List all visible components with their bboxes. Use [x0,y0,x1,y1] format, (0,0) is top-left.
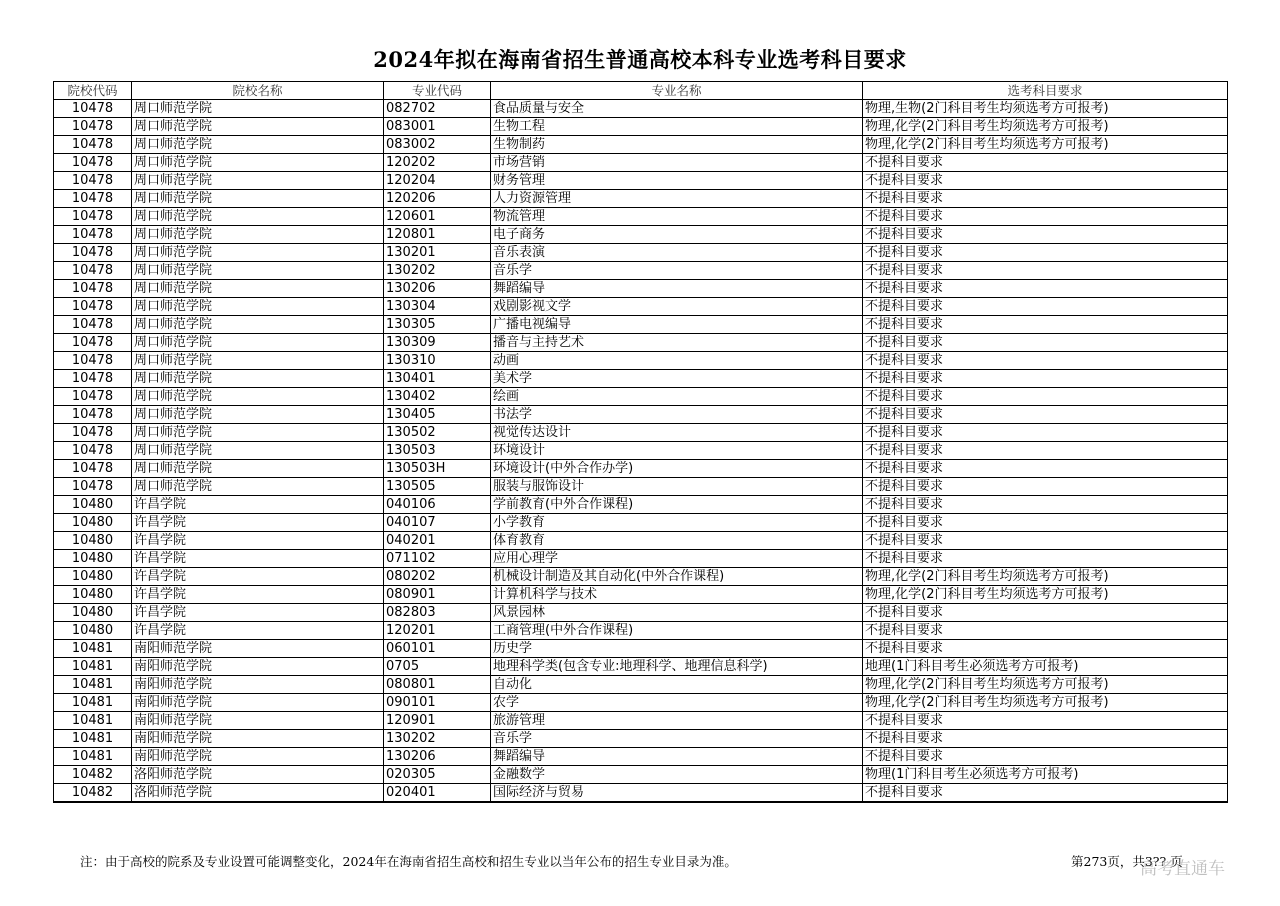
cell-school-name: 周口师范学院 [132,460,384,478]
cell-school-name: 周口师范学院 [132,424,384,442]
table-row [54,604,1228,622]
table-row [54,514,1228,532]
cell-school-code: 10481 [54,694,132,712]
cell-major-code: 120901 [384,712,491,730]
cell-major-name: 书法学 [491,406,863,424]
cell-requirement: 不提科目要求 [863,406,1228,424]
cell-major-name: 农学 [491,694,863,712]
cell-major-name: 物流管理 [491,208,863,226]
cell-major-code: 130402 [384,388,491,406]
table-row [54,658,1228,676]
cell-requirement: 不提科目要求 [863,316,1228,334]
cell-major-name: 体育教育 [491,532,863,550]
watermark: 高考直通车 [1140,859,1225,879]
cell-school-code: 10480 [54,568,132,586]
cell-requirement: 物理,化学(2门科目考生均须选考方可报考) [863,568,1228,586]
cell-requirement: 不提科目要求 [863,784,1228,803]
cell-school-code: 10481 [54,640,132,658]
cell-school-code: 10478 [54,442,132,460]
table-row [54,640,1228,658]
table-row [54,352,1228,370]
cell-requirement: 不提科目要求 [863,730,1228,748]
cell-major-code: 130305 [384,316,491,334]
cell-school-name: 周口师范学院 [132,370,384,388]
cell-school-code: 10478 [54,280,132,298]
cell-school-code: 10481 [54,748,132,766]
table-row [54,172,1228,190]
cell-school-code: 10480 [54,550,132,568]
header-major-code: 专业代码 [384,82,491,100]
table-row [54,136,1228,154]
cell-school-name: 周口师范学院 [132,406,384,424]
header-major-name: 专业名称 [491,82,863,100]
table-row [54,154,1228,172]
cell-school-name: 周口师范学院 [132,316,384,334]
cell-major-name: 美术学 [491,370,863,388]
cell-school-name: 周口师范学院 [132,334,384,352]
table-row [54,298,1228,316]
cell-major-code: 130405 [384,406,491,424]
cell-requirement: 不提科目要求 [863,748,1228,766]
cell-major-code: 130202 [384,262,491,280]
cell-major-name: 音乐表演 [491,244,863,262]
cell-major-code: 130206 [384,280,491,298]
cell-major-code: 130206 [384,748,491,766]
cell-school-code: 10478 [54,172,132,190]
cell-school-name: 许昌学院 [132,586,384,604]
cell-major-name: 小学教育 [491,514,863,532]
cell-requirement: 不提科目要求 [863,172,1228,190]
page-info: 第273页，共3?? 页 [1071,854,1183,869]
cell-school-code: 10478 [54,208,132,226]
table-row [54,622,1228,640]
table-row [54,550,1228,568]
cell-major-code: 090101 [384,694,491,712]
document-title: 2024年拟在海南省招生普通高校本科专业选考科目要求 [373,47,907,72]
cell-requirement: 不提科目要求 [863,334,1228,352]
cell-school-code: 10482 [54,766,132,784]
cell-major-name: 生物制药 [491,136,863,154]
cell-school-name: 周口师范学院 [132,262,384,280]
cell-major-name: 国际经济与贸易 [491,784,863,803]
cell-major-name: 财务管理 [491,172,863,190]
cell-requirement: 不提科目要求 [863,244,1228,262]
cell-requirement: 不提科目要求 [863,298,1228,316]
cell-major-name: 音乐学 [491,262,863,280]
table-row [54,442,1228,460]
cell-major-name: 舞蹈编导 [491,280,863,298]
cell-major-name: 服装与服饰设计 [491,478,863,496]
table-row [54,496,1228,514]
cell-major-code: 130310 [384,352,491,370]
cell-school-name: 周口师范学院 [132,172,384,190]
cell-school-code: 10478 [54,406,132,424]
cell-school-code: 10478 [54,334,132,352]
cell-major-code: 071102 [384,550,491,568]
cell-school-code: 10478 [54,136,132,154]
cell-school-name: 许昌学院 [132,496,384,514]
cell-requirement: 物理,化学(2门科目考生均须选考方可报考) [863,694,1228,712]
cell-requirement: 不提科目要求 [863,442,1228,460]
cell-school-code: 10480 [54,514,132,532]
header-school-name: 院校名称 [132,82,384,100]
header-school-code: 院校代码 [54,82,132,100]
cell-school-code: 10480 [54,496,132,514]
cell-school-code: 10478 [54,154,132,172]
cell-school-code: 10478 [54,370,132,388]
cell-major-code: 080202 [384,568,491,586]
cell-requirement: 不提科目要求 [863,496,1228,514]
cell-requirement: 不提科目要求 [863,712,1228,730]
cell-school-code: 10482 [54,784,132,803]
cell-school-code: 10478 [54,190,132,208]
cell-major-name: 动画 [491,352,863,370]
cell-requirement: 不提科目要求 [863,460,1228,478]
cell-major-code: 0705 [384,658,491,676]
cell-major-name: 自动化 [491,676,863,694]
cell-requirement: 不提科目要求 [863,208,1228,226]
cell-major-name: 环境设计 [491,442,863,460]
cell-major-code: 040106 [384,496,491,514]
cell-major-name: 应用心理学 [491,550,863,568]
requirements-table [53,81,1228,803]
cell-major-code: 120801 [384,226,491,244]
cell-school-name: 周口师范学院 [132,442,384,460]
cell-school-code: 10478 [54,244,132,262]
cell-school-name: 周口师范学院 [132,100,384,118]
cell-major-name: 旅游管理 [491,712,863,730]
cell-major-code: 120601 [384,208,491,226]
cell-major-name: 金融数学 [491,766,863,784]
cell-major-name: 学前教育(中外合作课程) [491,496,863,514]
cell-requirement: 不提科目要求 [863,190,1228,208]
cell-school-code: 10478 [54,460,132,478]
cell-major-name: 播音与主持艺术 [491,334,863,352]
cell-major-name: 人力资源管理 [491,190,863,208]
table-row [54,226,1228,244]
cell-school-name: 许昌学院 [132,532,384,550]
cell-requirement: 不提科目要求 [863,622,1228,640]
cell-major-code: 130401 [384,370,491,388]
cell-school-name: 周口师范学院 [132,208,384,226]
cell-school-name: 南阳师范学院 [132,694,384,712]
cell-school-name: 许昌学院 [132,568,384,586]
header-requirement: 选考科目要求 [863,82,1228,100]
cell-major-name: 环境设计(中外合作办学) [491,460,863,478]
cell-school-name: 洛阳师范学院 [132,784,384,803]
table-row [54,712,1228,730]
cell-school-code: 10481 [54,712,132,730]
cell-school-name: 洛阳师范学院 [132,766,384,784]
cell-requirement: 不提科目要求 [863,154,1228,172]
table-row [54,748,1228,766]
cell-school-code: 10480 [54,622,132,640]
cell-school-name: 南阳师范学院 [132,640,384,658]
cell-major-code: 120206 [384,190,491,208]
cell-major-code: 083002 [384,136,491,154]
cell-major-name: 电子商务 [491,226,863,244]
cell-school-code: 10478 [54,424,132,442]
cell-major-code: 120204 [384,172,491,190]
cell-school-name: 许昌学院 [132,622,384,640]
cell-major-name: 市场营销 [491,154,863,172]
cell-major-code: 040107 [384,514,491,532]
cell-major-code: 060101 [384,640,491,658]
cell-school-name: 周口师范学院 [132,298,384,316]
cell-major-code: 130503 [384,442,491,460]
table-row [54,568,1228,586]
cell-requirement: 物理,化学(2门科目考生均须选考方可报考) [863,118,1228,136]
cell-requirement: 物理,化学(2门科目考生均须选考方可报考) [863,586,1228,604]
cell-school-code: 10480 [54,586,132,604]
cell-requirement: 物理,生物(2门科目考生均须选考方可报考) [863,100,1228,118]
cell-major-name: 戏剧影视文学 [491,298,863,316]
table-row [54,532,1228,550]
table-header-row [54,82,1228,100]
cell-school-code: 10478 [54,316,132,334]
cell-major-code: 080801 [384,676,491,694]
cell-requirement: 不提科目要求 [863,280,1228,298]
cell-school-name: 南阳师范学院 [132,748,384,766]
cell-major-code: 120201 [384,622,491,640]
cell-school-code: 10480 [54,532,132,550]
table-row [54,100,1228,118]
table-row [54,406,1228,424]
cell-school-name: 周口师范学院 [132,244,384,262]
cell-school-code: 10480 [54,604,132,622]
cell-school-name: 南阳师范学院 [132,676,384,694]
cell-requirement: 物理(1门科目考生必须选考方可报考) [863,766,1228,784]
cell-school-name: 南阳师范学院 [132,712,384,730]
cell-major-name: 视觉传达设计 [491,424,863,442]
table-row [54,730,1228,748]
cell-major-code: 130304 [384,298,491,316]
cell-major-name: 广播电视编导 [491,316,863,334]
cell-school-code: 10481 [54,730,132,748]
cell-school-name: 周口师范学院 [132,118,384,136]
table-row [54,334,1228,352]
cell-requirement: 不提科目要求 [863,550,1228,568]
cell-school-name: 南阳师范学院 [132,730,384,748]
cell-major-code: 080901 [384,586,491,604]
table-row [54,370,1228,388]
cell-major-code: 130502 [384,424,491,442]
table-row [54,262,1228,280]
table-row [54,388,1228,406]
table-row [54,586,1228,604]
cell-requirement: 不提科目要求 [863,424,1228,442]
cell-major-code: 130202 [384,730,491,748]
cell-major-code: 130309 [384,334,491,352]
cell-school-name: 周口师范学院 [132,478,384,496]
cell-school-code: 10478 [54,388,132,406]
cell-major-name: 食品质量与安全 [491,100,863,118]
table-row [54,118,1228,136]
cell-major-code: 082803 [384,604,491,622]
table-row [54,676,1228,694]
table-row [54,694,1228,712]
cell-requirement: 不提科目要求 [863,640,1228,658]
cell-major-name: 计算机科学与技术 [491,586,863,604]
cell-major-code: 083001 [384,118,491,136]
cell-major-name: 生物工程 [491,118,863,136]
cell-major-name: 风景园林 [491,604,863,622]
cell-major-code: 082702 [384,100,491,118]
cell-major-code: 040201 [384,532,491,550]
cell-school-code: 10478 [54,118,132,136]
cell-school-name: 南阳师范学院 [132,658,384,676]
cell-major-name: 地理科学类(包含专业:地理科学、地理信息科学) [491,658,863,676]
cell-requirement: 不提科目要求 [863,388,1228,406]
cell-school-name: 许昌学院 [132,604,384,622]
cell-school-name: 周口师范学院 [132,352,384,370]
table-row [54,244,1228,262]
cell-school-name: 周口师范学院 [132,226,384,244]
cell-school-code: 10478 [54,478,132,496]
cell-requirement: 不提科目要求 [863,604,1228,622]
cell-major-name: 舞蹈编导 [491,748,863,766]
cell-school-name: 周口师范学院 [132,190,384,208]
cell-requirement: 不提科目要求 [863,370,1228,388]
table-row [54,190,1228,208]
cell-major-name: 工商管理(中外合作课程) [491,622,863,640]
cell-major-code: 020401 [384,784,491,803]
cell-school-code: 10478 [54,298,132,316]
cell-school-name: 许昌学院 [132,550,384,568]
table-row [54,460,1228,478]
cell-major-name: 机械设计制造及其自动化(中外合作课程) [491,568,863,586]
cell-school-code: 10481 [54,658,132,676]
cell-requirement: 不提科目要求 [863,262,1228,280]
footnote: 注：由于高校的院系及专业设置可能调整变化，2024年在海南省招生高校和招生专业以当年公布的招生专业目录为准。 [80,854,737,869]
cell-requirement: 物理,化学(2门科目考生均须选考方可报考) [863,136,1228,154]
cell-major-code: 120202 [384,154,491,172]
cell-school-name: 许昌学院 [132,514,384,532]
cell-school-code: 10478 [54,262,132,280]
cell-major-code: 020305 [384,766,491,784]
cell-requirement: 不提科目要求 [863,514,1228,532]
cell-school-name: 周口师范学院 [132,136,384,154]
table-row [54,316,1228,334]
cell-requirement: 地理(1门科目考生必须选考方可报考) [863,658,1228,676]
cell-major-name: 历史学 [491,640,863,658]
cell-major-code: 130503H [384,460,491,478]
table-row [54,424,1228,442]
cell-major-code: 130505 [384,478,491,496]
cell-major-name: 音乐学 [491,730,863,748]
cell-school-code: 10478 [54,352,132,370]
table-row [54,208,1228,226]
cell-requirement: 不提科目要求 [863,478,1228,496]
cell-requirement: 不提科目要求 [863,352,1228,370]
table-body [54,100,1228,803]
table-row [54,766,1228,784]
cell-school-code: 10481 [54,676,132,694]
cell-school-name: 周口师范学院 [132,280,384,298]
table-row [54,478,1228,496]
cell-major-name: 绘画 [491,388,863,406]
table-row [54,784,1228,803]
cell-school-code: 10478 [54,100,132,118]
table-row [54,280,1228,298]
cell-school-name: 周口师范学院 [132,388,384,406]
cell-major-code: 130201 [384,244,491,262]
cell-requirement: 物理,化学(2门科目考生均须选考方可报考) [863,676,1228,694]
cell-requirement: 不提科目要求 [863,226,1228,244]
cell-school-name: 周口师范学院 [132,154,384,172]
cell-school-code: 10478 [54,226,132,244]
cell-requirement: 不提科目要求 [863,532,1228,550]
